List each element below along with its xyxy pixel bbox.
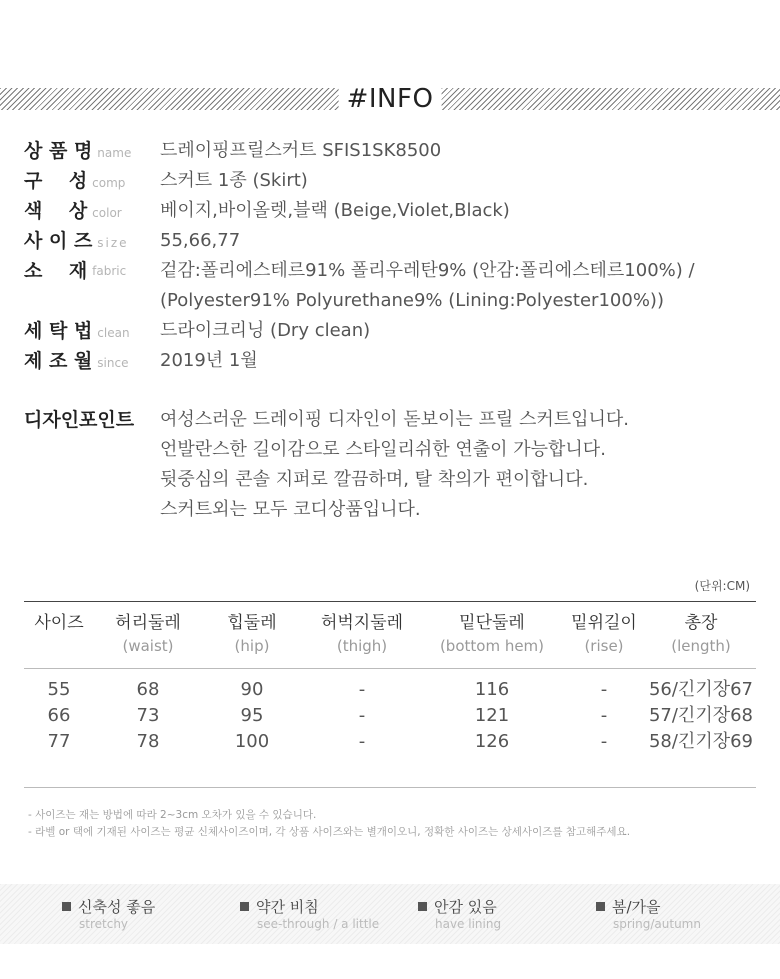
info-label-en: comp — [92, 176, 126, 190]
column-header-en: (waist) — [122, 637, 174, 655]
column-header: 허리둘레 — [115, 613, 181, 633]
feature-item — [62, 898, 155, 932]
square-bullet-icon — [240, 902, 249, 911]
table-cell: 56/긴기장67 — [648, 679, 754, 700]
table-cell: 121 — [474, 705, 510, 726]
table-cell: 100 — [234, 731, 270, 752]
info-value: 드레이핑프릴스커트 SFIS1SK8500 — [160, 140, 442, 161]
info-label-en: clean — [97, 326, 130, 340]
size-notes — [28, 807, 630, 841]
table-cell: 126 — [474, 731, 510, 752]
column-header: 힙둘레 — [227, 613, 277, 633]
feature-label: 신축성 좋음 — [78, 898, 156, 916]
table-row — [24, 729, 756, 755]
square-bullet-icon — [596, 902, 605, 911]
table-cell: 57/긴기장68 — [648, 705, 754, 726]
info-label: 색 상 — [24, 200, 88, 222]
info-value: 스커트 1종 (Skirt) — [160, 170, 308, 191]
column-header: 허벅지둘레 — [320, 613, 404, 633]
table-cell: 66 — [47, 705, 71, 726]
info-row-comp — [24, 166, 764, 196]
info-value: 드라이크리닝 (Dry clean) — [160, 320, 371, 341]
feature-label: 약간 비침 — [256, 898, 319, 916]
feature-item — [240, 898, 379, 932]
column-header-en: (length) — [671, 637, 731, 655]
note-line: - 라벨 or 택에 기재된 사이즈는 평균 신체사이즈이며, 각 상품 사이즈와는 별개이오니, 정확한 사이즈는 상세사이즈를 참고해주세요. — [28, 826, 631, 838]
feature-label-en: have lining — [435, 917, 502, 931]
info-label: 구 성 — [24, 170, 88, 192]
info-label: 소 재 — [24, 260, 88, 282]
feature-label-en: see-through / a little — [257, 917, 380, 931]
info-label-en: since — [97, 356, 129, 370]
feature-label-en: spring/autumn — [613, 917, 701, 931]
column-header-en: (hip) — [234, 637, 270, 655]
column-header: 사이즈 — [34, 613, 84, 633]
design-point-line: 여성스러운 드레이핑 디자인이 돋보이는 프릴 스커트입니다. — [160, 409, 630, 430]
info-label-en: name — [97, 146, 132, 160]
info-label: 사 이 즈 — [24, 230, 93, 252]
info-label: 제 조 월 — [24, 350, 93, 372]
table-cell: - — [358, 731, 366, 752]
table-cell: 55 — [47, 679, 71, 700]
table-cell: - — [358, 705, 366, 726]
feature-label: 안감 있음 — [434, 898, 497, 916]
info-value: 베이지,바이올렛,블랙 (Beige,Violet,Black) — [160, 200, 510, 221]
feature-band — [0, 884, 780, 944]
table-cell: 58/긴기장69 — [648, 731, 754, 752]
info-row-size — [24, 226, 764, 256]
table-cell: - — [358, 679, 366, 700]
info-value: 2019년 1월 — [160, 350, 258, 371]
info-label: 세 탁 법 — [24, 320, 93, 342]
table-cell: - — [600, 731, 608, 752]
design-point-line: 뒷중심의 콘솔 지퍼로 깔끔하며, 탈 착의가 편이합니다. — [160, 469, 589, 490]
table-cell: - — [600, 705, 608, 726]
table-cell: 73 — [136, 705, 160, 726]
table-row — [24, 703, 756, 729]
note-line: - 사이즈는 재는 방법에 따라 2~3cm 오차가 있을 수 있습니다. — [28, 809, 317, 821]
table-cell: 95 — [240, 705, 264, 726]
column-header: 밑위길이 — [571, 613, 637, 633]
design-point — [24, 405, 629, 525]
column-header-en: (bottom hem) — [439, 637, 545, 655]
info-row-name — [24, 136, 764, 166]
feature-label-en: stretchy — [79, 917, 129, 931]
table-header-row — [24, 602, 756, 668]
column-header: 밑단둘레 — [459, 613, 525, 633]
design-point-label: 디자인포인트 — [24, 409, 135, 431]
info-row-color — [24, 196, 764, 226]
size-table — [24, 601, 756, 788]
column-header-en: (thigh) — [336, 637, 388, 655]
unit-label: (단위:CM) — [694, 579, 750, 593]
feature-item — [418, 898, 501, 932]
design-point-line: 스커트외는 모두 코디상품입니다. — [160, 499, 421, 520]
square-bullet-icon — [62, 902, 71, 911]
table-cell: 90 — [240, 679, 264, 700]
info-value: 55,66,77 — [160, 230, 241, 251]
product-info-list — [24, 136, 764, 376]
info-label-en: fabric — [92, 264, 127, 278]
info-label-en: color — [92, 206, 122, 220]
column-header: 총장 — [684, 613, 718, 633]
info-row-clean — [24, 316, 764, 346]
table-cell: 116 — [474, 679, 510, 700]
feature-label: 봄/가을 — [612, 898, 661, 916]
table-cell: - — [600, 679, 608, 700]
table-cell: 77 — [47, 731, 71, 752]
info-value: 겉감:폴리에스테르91% 폴리우레탄9% (안감:폴리에스테르100%) / (Polyester91% Polyurethane9% (Lining:Polyester100%)) — [160, 260, 695, 311]
table-cell: 68 — [136, 679, 160, 700]
info-row-fabric — [24, 256, 764, 316]
info-label-en: size — [97, 236, 129, 250]
feature-item — [596, 898, 701, 932]
square-bullet-icon — [418, 902, 427, 911]
table-row — [24, 677, 756, 703]
info-row-since — [24, 346, 764, 376]
design-point-line: 언발란스한 길이감으로 스타일리쉬한 연출이 가능합니다. — [160, 439, 606, 460]
table-cell: 78 — [136, 731, 160, 752]
section-title: #INFO — [339, 84, 442, 114]
column-header-en: (rise) — [584, 637, 624, 655]
info-label: 상 품 명 — [24, 140, 93, 162]
